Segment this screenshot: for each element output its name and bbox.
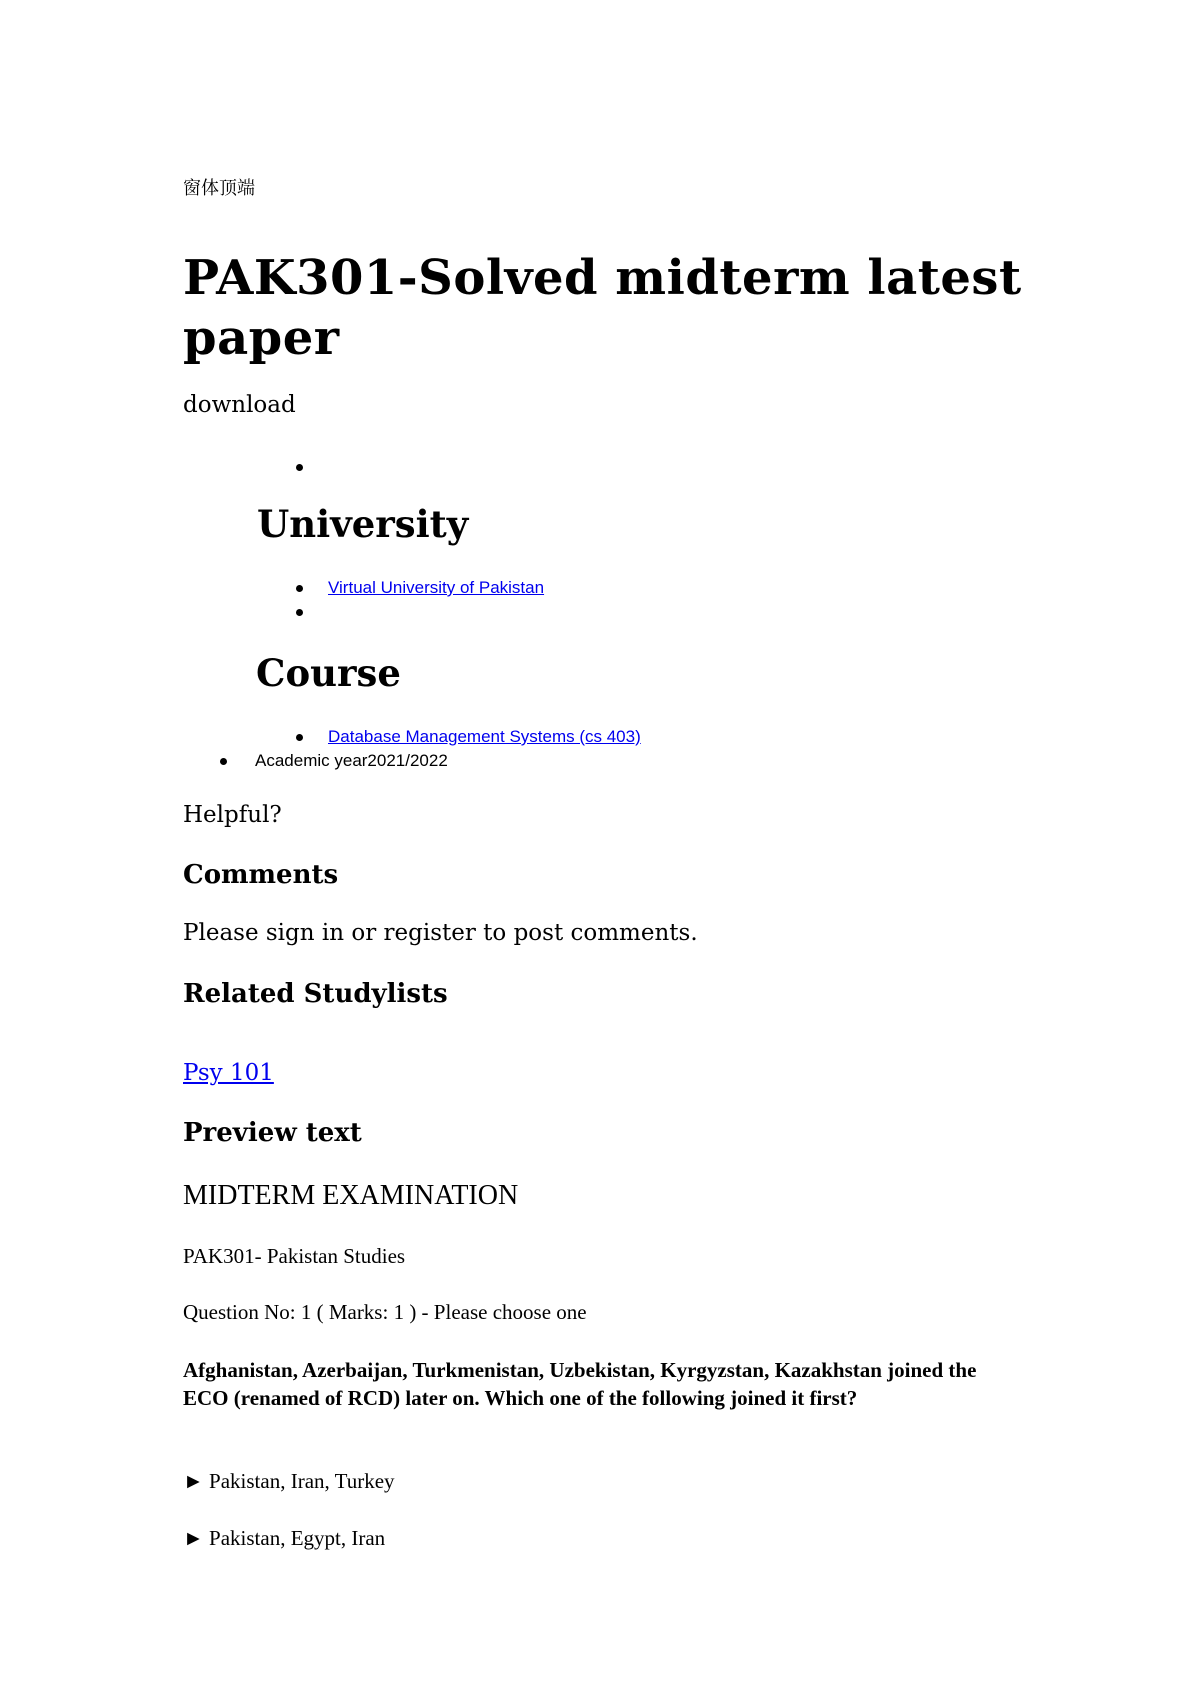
option-label: Pakistan, Egypt, Iran	[209, 1526, 386, 1550]
university-bullet	[296, 585, 303, 592]
empty-list-bullet	[296, 609, 303, 616]
question-text: Afghanistan, Azerbaijan, Turkmenistan, Uzbekistan, Kyrgyzstan, Kazakhstan joined the ECO (renamed of RCD) later on. Which one of the following joined it first?	[183, 1358, 977, 1410]
question-header: Question No: 1 ( Marks: 1 ) - Please choose one	[183, 1300, 587, 1324]
university-heading: University	[257, 502, 469, 546]
empty-list-bullet	[296, 464, 303, 471]
page-title: PAK301-Solved midterm latest paper	[183, 250, 1022, 366]
download-link[interactable]: download	[183, 392, 296, 418]
sign-in-prompt: Please sign in or register to post comments.	[183, 920, 698, 946]
course-link[interactable]: Database Management Systems (cs 403)	[328, 727, 641, 746]
studylist-link[interactable]: Psy 101	[183, 1060, 274, 1086]
course-heading: Course	[256, 651, 401, 695]
exam-title: MIDTERM EXAMINATION	[183, 1180, 519, 1211]
form-top-label: 窗体顶端	[183, 178, 255, 199]
option-marker-icon: ►	[183, 1469, 204, 1493]
preview-text-heading: Preview text	[183, 1118, 362, 1148]
answer-option[interactable]	[183, 1526, 385, 1551]
option-marker-icon: ►	[183, 1526, 204, 1550]
academic-year-bullet	[220, 758, 227, 765]
related-studylists-heading: Related Studylists	[183, 979, 448, 1009]
helpful-prompt: Helpful?	[183, 802, 282, 828]
university-link[interactable]: Virtual University of Pakistan	[328, 578, 545, 597]
course-bullet	[296, 734, 303, 741]
academic-year: Academic year2021/2022	[255, 751, 448, 770]
option-label: Pakistan, Iran, Turkey	[209, 1469, 395, 1493]
answer-option[interactable]	[183, 1469, 395, 1494]
exam-subject: PAK301- Pakistan Studies	[183, 1244, 406, 1268]
comments-heading: Comments	[183, 860, 339, 890]
